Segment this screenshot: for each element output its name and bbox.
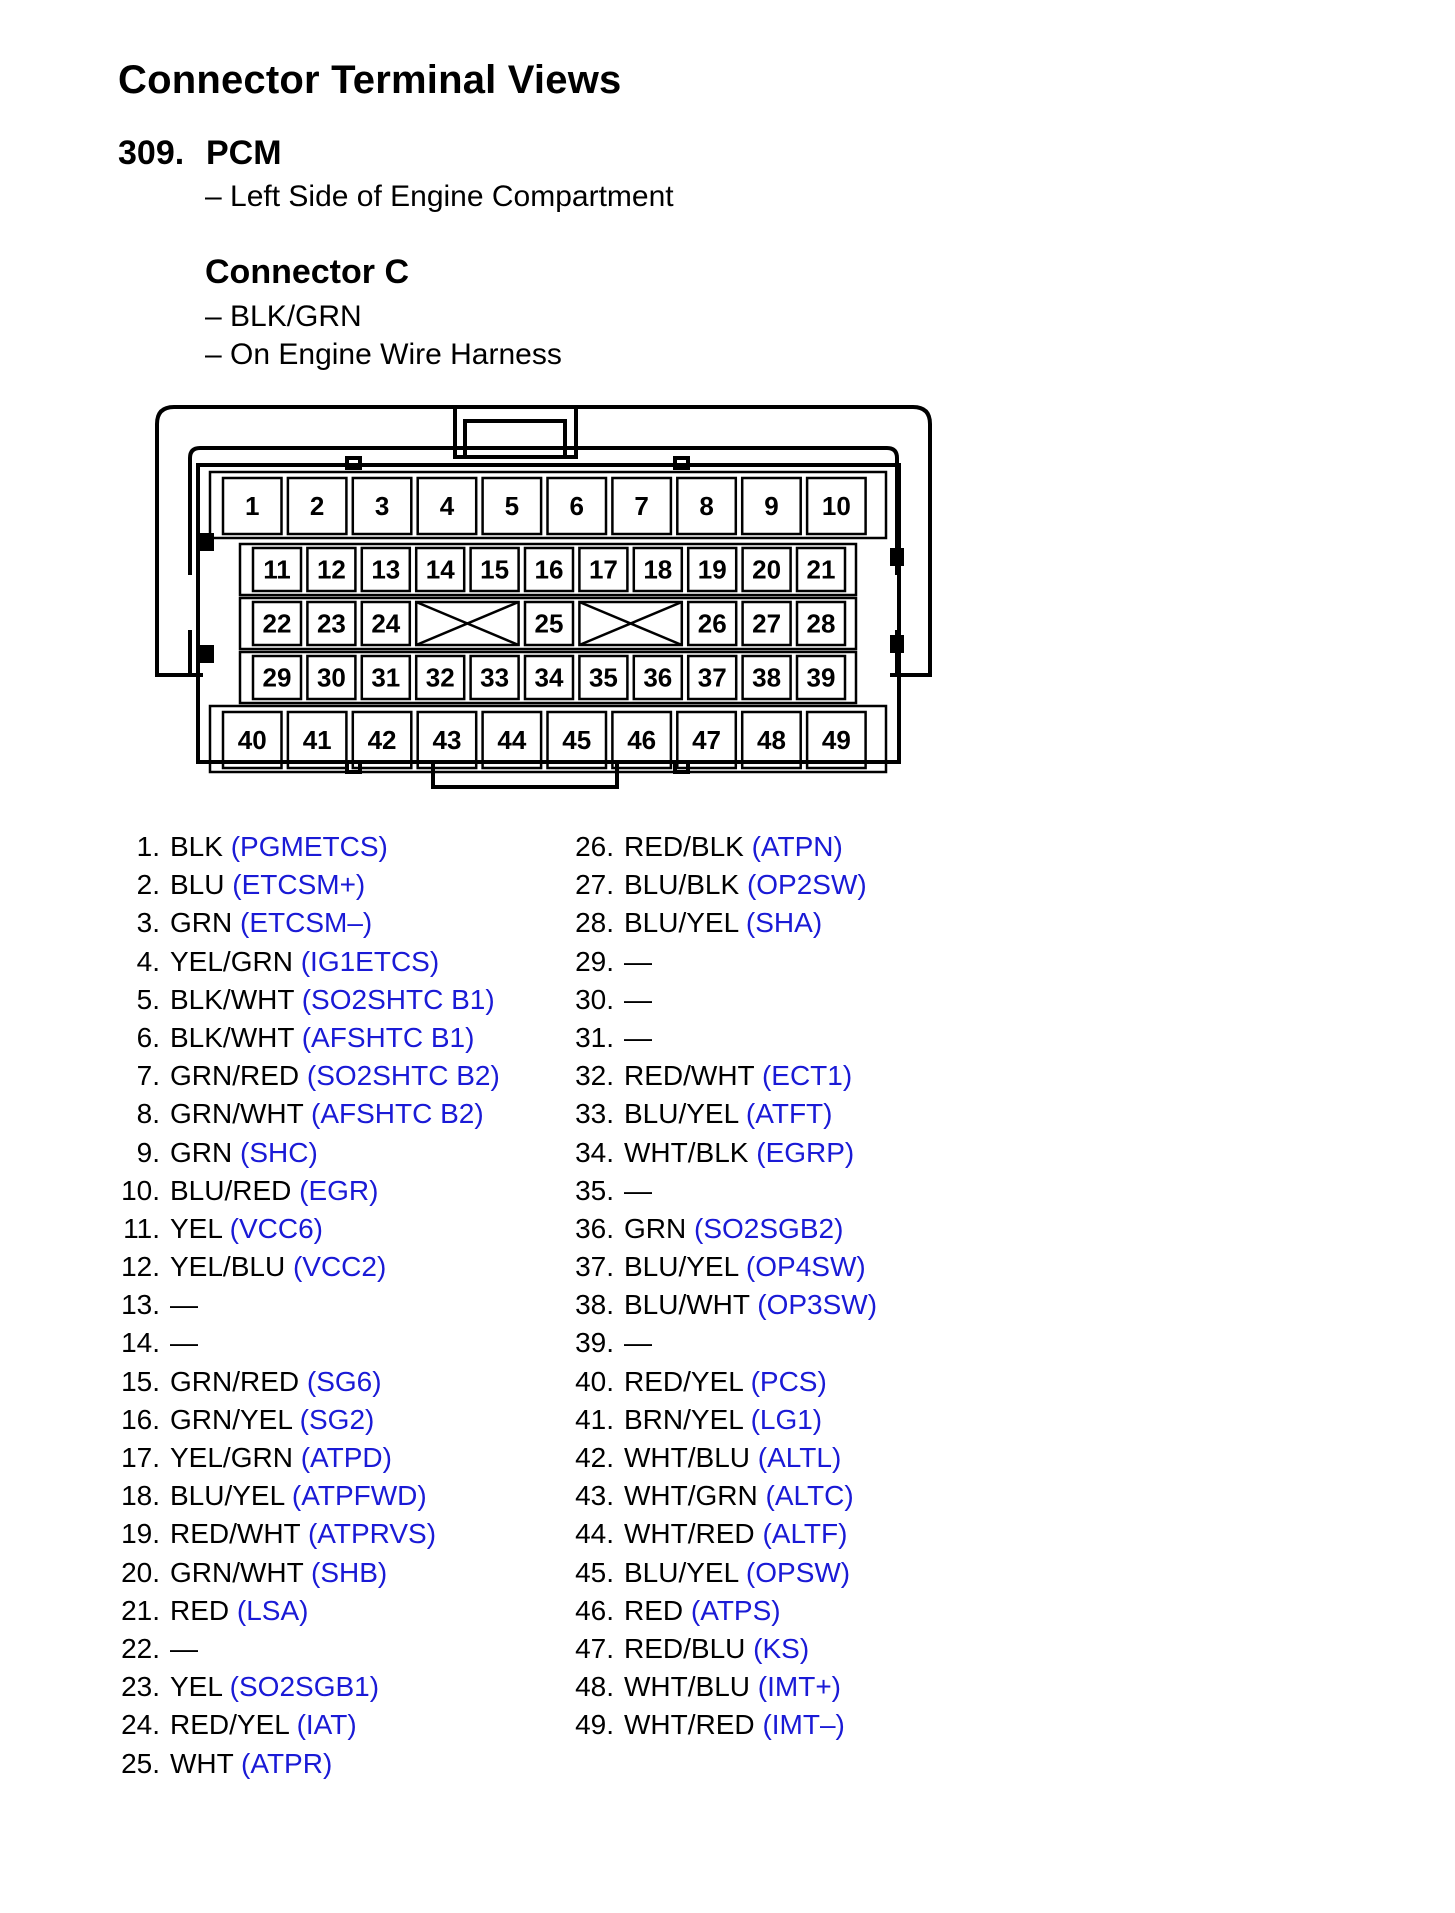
pin-number: 23. xyxy=(121,1671,160,1703)
pin-label: 45 xyxy=(562,725,592,755)
connector-color: – BLK/GRN xyxy=(205,300,362,333)
pin-label: 15 xyxy=(480,554,510,585)
section-number: 309. xyxy=(118,134,185,172)
wire-color: BLU/YEL xyxy=(170,1480,285,1512)
pin-label: 38 xyxy=(752,662,782,693)
pin-row xyxy=(572,981,877,1019)
pin-number: 34. xyxy=(575,1136,614,1168)
pin-row xyxy=(572,828,877,866)
pin-number: 47. xyxy=(575,1632,614,1664)
section-title xyxy=(118,134,282,173)
pin-label: 49 xyxy=(821,725,851,755)
pin-label: 3 xyxy=(374,491,390,521)
pin-number: 45. xyxy=(575,1556,614,1588)
connector-diagram xyxy=(150,400,950,800)
pin-list-right xyxy=(572,828,877,1745)
wire-color: WHT/BLU xyxy=(624,1442,750,1473)
section-name: PCM xyxy=(206,134,282,172)
signal-name: (SG6) xyxy=(306,1365,382,1397)
pin-row xyxy=(118,1286,500,1324)
pin-label: 18 xyxy=(643,554,673,585)
pin-row xyxy=(572,1095,877,1133)
pin-label: 21 xyxy=(806,554,836,585)
signal-name: (ATPR) xyxy=(241,1747,333,1779)
connector-title: Connector C xyxy=(205,253,409,291)
pin-label: 12 xyxy=(316,554,346,585)
pin-number: 21. xyxy=(121,1594,160,1626)
pin-row xyxy=(118,904,500,942)
wire-color: WHT/RED xyxy=(624,1709,755,1741)
pin-label: 33 xyxy=(480,662,510,693)
pin-number: 37. xyxy=(575,1251,614,1283)
signal-name: (LSA) xyxy=(236,1594,309,1626)
pin-number: 26. xyxy=(575,831,614,862)
pin-number: 46. xyxy=(575,1594,614,1626)
pin-row xyxy=(118,1248,500,1286)
signal-name: (IAT) xyxy=(296,1709,357,1741)
pin-label: 16 xyxy=(534,554,564,585)
signal-name: (SG2) xyxy=(299,1403,375,1435)
wire-color: RED/BLU xyxy=(624,1632,746,1664)
pin-label: 4 xyxy=(439,491,455,521)
signal-name: (KS) xyxy=(753,1632,810,1664)
pin-label: 2 xyxy=(309,491,325,521)
pin-row xyxy=(572,866,877,904)
pin-label: 36 xyxy=(643,662,673,693)
pin-list-left xyxy=(118,828,500,1783)
signal-name: (AFSHTC B1) xyxy=(301,1021,475,1053)
wire-color: GRN xyxy=(170,1136,233,1168)
pin-label: 35 xyxy=(588,662,618,693)
wire-color: — xyxy=(624,1021,652,1053)
pin-row xyxy=(118,1554,500,1592)
pin-number: 32. xyxy=(575,1060,614,1092)
wire-color: GRN/YEL xyxy=(170,1403,292,1435)
pin-label: 23 xyxy=(316,608,346,639)
signal-name: (ALTF) xyxy=(762,1518,848,1550)
pin-row xyxy=(118,1057,500,1095)
blank-cavity-cross xyxy=(579,602,681,645)
pin-row xyxy=(572,1439,877,1477)
wire-color: WHT xyxy=(170,1747,234,1779)
signal-name: (ATPN) xyxy=(751,831,843,862)
pin-number: 14. xyxy=(121,1327,160,1359)
pin-row xyxy=(118,1019,500,1057)
pin-row xyxy=(118,1363,500,1401)
pin-label: 6 xyxy=(569,491,584,521)
wire-color: YEL xyxy=(170,1212,222,1244)
pin-label: 41 xyxy=(302,725,332,755)
pin-number: 44. xyxy=(575,1518,614,1550)
pin-label: 32 xyxy=(425,662,455,693)
wire-color: RED/YEL xyxy=(624,1365,743,1397)
pin-label: 20 xyxy=(752,554,782,585)
pin-number: 12. xyxy=(121,1251,160,1283)
signal-name: (ATPRVS) xyxy=(307,1518,437,1550)
pin-number: 4. xyxy=(136,945,160,977)
wire-color: BLU/YEL xyxy=(624,1098,739,1130)
pin-number: 48. xyxy=(575,1671,614,1703)
pin-row xyxy=(118,828,500,866)
wire-color: — xyxy=(624,983,652,1015)
wire-color: YEL/GRN xyxy=(170,1442,293,1473)
signal-name: (PCS) xyxy=(750,1365,827,1397)
pin-row xyxy=(118,1515,500,1553)
signal-name: (ATPS) xyxy=(690,1594,781,1626)
pin-row xyxy=(118,1172,500,1210)
pin-row xyxy=(118,1401,500,1439)
pin-row xyxy=(118,943,500,981)
pin-label: 46 xyxy=(627,725,657,755)
signal-name: (ECT1) xyxy=(761,1060,853,1092)
pin-label: 13 xyxy=(371,554,401,585)
wire-color: RED/WHT xyxy=(624,1060,755,1092)
pin-number: 1. xyxy=(136,831,160,862)
pin-number: 40. xyxy=(575,1365,614,1397)
pin-row xyxy=(118,866,500,904)
component-location: – Left Side of Engine Compartment xyxy=(205,180,674,213)
pin-label: 11 xyxy=(263,554,291,585)
wire-color: RED/YEL xyxy=(170,1709,289,1741)
wire-color: — xyxy=(624,1174,652,1206)
signal-name: (OPSW) xyxy=(745,1556,851,1588)
pin-label: 22 xyxy=(262,608,292,639)
pin-row xyxy=(572,1477,877,1515)
pin-number: 5. xyxy=(136,983,160,1015)
signal-name: (SO2SGB2) xyxy=(694,1212,844,1244)
pin-row xyxy=(118,1477,500,1515)
pin-row xyxy=(118,1630,500,1668)
pin-number: 24. xyxy=(121,1709,160,1741)
pin-number: 17. xyxy=(121,1442,160,1473)
pin-number: 41. xyxy=(575,1403,614,1435)
signal-name: (IMT+) xyxy=(757,1671,841,1703)
pin-label: 27 xyxy=(752,608,782,639)
pin-row xyxy=(572,904,877,942)
blank-cavity-cross xyxy=(416,602,518,645)
signal-name: (VCC2) xyxy=(292,1251,387,1283)
pin-row xyxy=(572,1630,877,1668)
pin-label: 39 xyxy=(806,662,836,693)
pin-label: 8 xyxy=(699,491,714,521)
pin-label: 7 xyxy=(634,491,649,521)
wire-color: — xyxy=(624,945,652,977)
signal-name: (IMT–) xyxy=(762,1709,845,1741)
pin-row xyxy=(118,1706,500,1744)
pin-row xyxy=(118,1745,500,1783)
signal-name: (SHA) xyxy=(745,907,823,939)
pin-number: 13. xyxy=(121,1289,160,1321)
pin-label: 47 xyxy=(692,725,722,755)
wire-color: GRN/RED xyxy=(170,1365,300,1397)
wire-color: WHT/RED xyxy=(624,1518,755,1550)
wire-color: BLU xyxy=(170,869,225,901)
pin-label: 25 xyxy=(534,608,564,639)
pin-number: 35. xyxy=(575,1174,614,1206)
wire-color: WHT/GRN xyxy=(624,1480,758,1512)
pin-row xyxy=(572,1554,877,1592)
signal-name: (SHB) xyxy=(311,1556,388,1588)
pin-row xyxy=(572,1248,877,1286)
pin-row xyxy=(572,1210,877,1248)
pin-number: 25. xyxy=(121,1747,160,1779)
wire-color: BLU/YEL xyxy=(624,1556,739,1588)
pin-number: 33. xyxy=(575,1098,614,1130)
signal-name: (SHC) xyxy=(240,1136,318,1168)
signal-name: (ETCSM–) xyxy=(240,907,373,939)
pin-number: 43. xyxy=(575,1480,614,1512)
signal-name: (ALTC) xyxy=(765,1480,854,1512)
wire-color: RED/WHT xyxy=(170,1518,301,1550)
pin-label: 24 xyxy=(371,608,401,639)
pin-label: 40 xyxy=(237,725,267,755)
pin-label: 44 xyxy=(497,725,527,755)
pin-row xyxy=(572,1401,877,1439)
pin-row xyxy=(118,1134,500,1172)
pin-row xyxy=(118,981,500,1019)
pin-row xyxy=(572,1592,877,1630)
wire-color: BLU/YEL xyxy=(624,1251,739,1283)
pin-number: 15. xyxy=(121,1365,160,1397)
signal-name: (ATFT) xyxy=(745,1098,833,1130)
pin-row xyxy=(572,1286,877,1324)
signal-name: (LG1) xyxy=(750,1403,823,1435)
pin-label: 26 xyxy=(697,608,727,639)
wire-color: — xyxy=(170,1327,198,1359)
pin-row xyxy=(572,1668,877,1706)
pin-row xyxy=(118,1210,500,1248)
page-title: Connector Terminal Views xyxy=(118,58,622,102)
signal-name: (OP3SW) xyxy=(757,1289,878,1321)
wire-color: BLK/WHT xyxy=(170,1021,294,1053)
pin-number: 49. xyxy=(575,1709,614,1741)
pin-number: 36. xyxy=(575,1212,614,1244)
signal-name: (OP2SW) xyxy=(746,869,867,901)
wire-color: BLU/YEL xyxy=(624,907,739,939)
signal-name: (SO2SHTC B2) xyxy=(306,1060,500,1092)
pin-label: 31 xyxy=(371,662,401,693)
signal-name: (EGRP) xyxy=(756,1136,855,1168)
pin-number: 8. xyxy=(136,1098,160,1130)
wire-color: WHT/BLU xyxy=(624,1671,750,1703)
pin-label: 30 xyxy=(316,662,346,693)
pin-row xyxy=(118,1592,500,1630)
wire-color: RED xyxy=(170,1594,230,1626)
signal-name: (SO2SGB1) xyxy=(229,1671,380,1703)
pin-number: 7. xyxy=(136,1060,160,1092)
pin-number: 29. xyxy=(575,945,614,977)
wire-color: GRN xyxy=(624,1212,687,1244)
pin-row xyxy=(572,1134,877,1172)
wire-color: GRN/RED xyxy=(170,1060,300,1092)
wire-color: — xyxy=(170,1289,198,1321)
signal-name: (VCC6) xyxy=(229,1212,324,1244)
bottom-tab xyxy=(433,762,617,787)
pin-number: 42. xyxy=(575,1442,614,1473)
wire-color: GRN/WHT xyxy=(170,1098,304,1130)
pin-number: 20. xyxy=(121,1556,160,1588)
connector-harness: – On Engine Wire Harness xyxy=(205,338,562,371)
wire-color: — xyxy=(624,1327,652,1359)
pin-label: 42 xyxy=(367,725,397,755)
pin-number: 28. xyxy=(575,907,614,939)
wire-color: GRN/WHT xyxy=(170,1556,304,1588)
pin-number: 10. xyxy=(121,1174,160,1206)
pin-label: 29 xyxy=(262,662,292,693)
pin-number: 22. xyxy=(121,1632,160,1664)
pin-label: 17 xyxy=(588,554,618,585)
pin-number: 31. xyxy=(575,1021,614,1053)
pin-number: 6. xyxy=(136,1021,160,1053)
wire-color: — xyxy=(170,1632,198,1664)
wire-color: BLK xyxy=(170,831,223,862)
wire-color: GRN xyxy=(170,907,233,939)
pin-number: 30. xyxy=(575,983,614,1015)
pin-label: 5 xyxy=(504,491,520,521)
wire-color: BRN/YEL xyxy=(624,1403,743,1435)
wire-color: BLU/BLK xyxy=(624,869,740,901)
pin-label: 1 xyxy=(245,491,260,521)
pin-row xyxy=(118,1095,500,1133)
pin-number: 27. xyxy=(575,869,614,901)
wire-color: BLK/WHT xyxy=(170,983,294,1015)
wire-color: WHT/BLK xyxy=(624,1136,749,1168)
pin-label: 19 xyxy=(697,554,727,585)
pin-number: 39. xyxy=(575,1327,614,1359)
pin-row xyxy=(572,1706,877,1744)
wire-color: YEL/GRN xyxy=(170,945,293,977)
signal-name: (ATPFWD) xyxy=(291,1480,427,1512)
pin-row xyxy=(118,1324,500,1362)
signal-name: (IG1ETCS) xyxy=(300,945,440,977)
pin-row xyxy=(572,1515,877,1553)
pin-row xyxy=(572,1019,877,1057)
pin-number: 11. xyxy=(123,1212,160,1244)
signal-name: (SO2SHTC B1) xyxy=(301,983,495,1015)
signal-name: (ALTL) xyxy=(757,1442,842,1473)
pin-number: 9. xyxy=(136,1136,160,1168)
pin-labels xyxy=(238,491,851,755)
pin-number: 3. xyxy=(136,907,160,939)
latch-inner xyxy=(465,421,565,457)
pin-row xyxy=(118,1668,500,1706)
pin-number: 2. xyxy=(136,869,160,901)
wire-color: BLU/WHT xyxy=(624,1289,750,1321)
signal-name: (EGR) xyxy=(299,1174,379,1206)
wire-color: RED/BLK xyxy=(624,831,744,862)
pin-number: 19. xyxy=(121,1518,160,1550)
pin-row xyxy=(572,1057,877,1095)
pin-label: 28 xyxy=(806,608,836,639)
pin-label: 48 xyxy=(756,725,786,755)
pin-row xyxy=(572,943,877,981)
wire-color: RED xyxy=(624,1594,684,1626)
pin-label: 34 xyxy=(534,662,564,693)
signal-name: (ETCSM+) xyxy=(232,869,366,901)
signal-name: (ATPD) xyxy=(300,1442,392,1473)
signal-name: (OP4SW) xyxy=(745,1251,866,1283)
pin-label: 43 xyxy=(432,725,462,755)
pin-label: 9 xyxy=(764,491,779,521)
signal-name: (AFSHTC B2) xyxy=(311,1098,484,1130)
signal-name: (PGMETCS) xyxy=(230,831,388,862)
pin-row xyxy=(572,1363,877,1401)
pin-row xyxy=(572,1172,877,1210)
pin-number: 38. xyxy=(575,1289,614,1321)
pin-number: 18. xyxy=(121,1480,160,1512)
pin-label: 14 xyxy=(425,554,455,585)
pin-label: 10 xyxy=(821,491,851,521)
pin-number: 16. xyxy=(121,1403,160,1435)
pin-row xyxy=(572,1324,877,1362)
wire-color: YEL xyxy=(170,1671,222,1703)
wire-color: YEL/BLU xyxy=(170,1251,286,1283)
pin-row xyxy=(118,1439,500,1477)
pin-label: 37 xyxy=(697,662,727,693)
wire-color: BLU/RED xyxy=(170,1174,292,1206)
